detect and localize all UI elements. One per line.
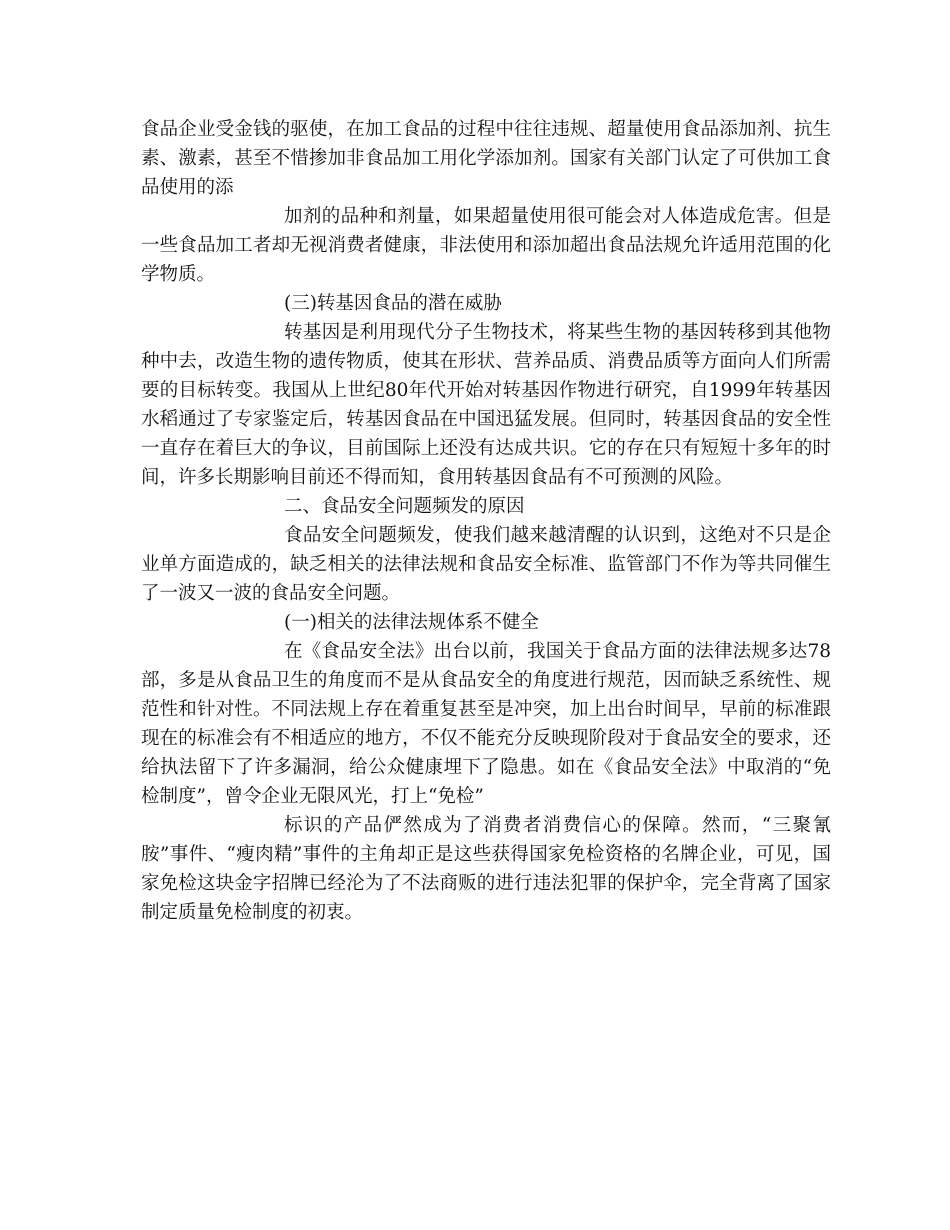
section-heading: (一)相关的法律法规体系不健全 xyxy=(284,612,539,633)
body-paragraph: 标识的产品俨然成为了消费者消费信心的保障。然而，“三聚氰胺”事件、“瘦肉精”事件的主角却正是这些获得国家免检资格的名牌企业，可见，国家免检这块金字招牌已经沦为了不法商贩的进行违法犯罪的保护伞，完全背离了国家制定质量免检制度的初衷。 xyxy=(141,815,831,923)
body-paragraph: 食品安全问题频发，使我们越来越清醒的认识到，这绝对不只是企业单方面造成的，缺乏相关的法律法规和食品安全标准、监管部门不作为等共同催生了一波又一波的食品安全问题。 xyxy=(141,525,831,604)
section-heading: 二、食品安全问题频发的原因 xyxy=(284,496,525,517)
body-paragraph: 食品企业受金钱的驱使，在加工食品的过程中往往违规、超量使用食品添加剂、抗生素、激素，甚至不惜掺加非食品加工用化学添加剂。国家有关部门认定了可供加工食品使用的添 xyxy=(141,119,831,198)
body-paragraph: 在《食品安全法》出台以前，我国关于食品方面的法律法规多达78部，多是从食品卫生的角度而不是从食品安全的角度进行规范，因而缺乏系统性、规范性和针对性。不同法规上存在着重复甚至是冲突，加上出台时间早，早前的标准跟现在的标准会有不相适应的地方，不仅不能充分反映现阶段对于食品安全的要求，还给执法留下了许多漏洞，给公众健康埋下了隐患。如在《食品安全法》中取消的“免检制度”，曾令企业无限风光，打上“免检” xyxy=(141,641,831,807)
document-body xyxy=(141,115,831,927)
body-paragraph: 加剂的品种和剂量，如果超量使用很可能会对人体造成危害。但是一些食品加工者却无视消费者健康，非法使用和添加超出食品法规允许适用范围的化学物质。 xyxy=(141,206,831,285)
section-heading: (三)转基因食品的潜在威胁 xyxy=(284,293,502,314)
body-paragraph: 转基因是利用现代分子生物技术，将某些生物的基因转移到其他物种中去，改造生物的遗传物质，使其在形状、营养品质、消费品质等方面向人们所需要的目标转变。我国从上世纪80年代开始对转基因作物进行研究，自1999年转基因水稻通过了专家鉴定后，转基因食品在中国迅猛发展。但同时，转基因食品的安全性一直存在着巨大的争议，目前国际上还没有达成共识。它的存在只有短短十多年的时间，许多长期影响目前还不得而知，食用转基因食品有不可预测的风险。 xyxy=(141,322,831,488)
